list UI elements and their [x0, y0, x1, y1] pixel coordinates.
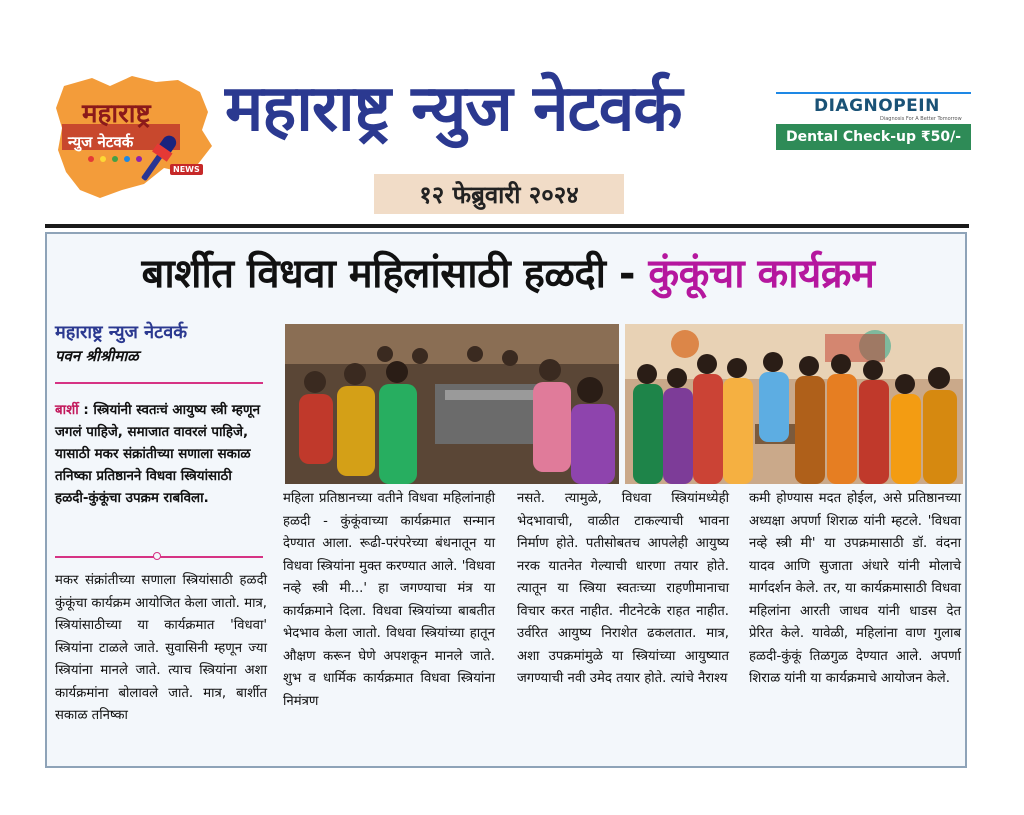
logo-dots	[88, 156, 142, 162]
headline-part2: कुंकूंचा कार्यक्रम	[648, 251, 875, 297]
ad-brand: DIAGNOPEIN	[814, 96, 940, 116]
article-column-2: महिला प्रतिष्ठानच्या वतीने विधवा महिलांनाही हळदी - कुंकूंवाच्या कार्यक्रमात सन्मान देण्यात आला. रूढी-परंपरेच्या बंधनातून या विधवा स्त्रियांना मुक्त करण्यात आले. 'विधवा नव्हे स्त्री मी...' हा जगण्याचा मंत्र या कार्यक्रमाने दिला. विधवा स्त्रियांच्या बाबतीत भेदभाव केला जातो. विधवा स्त्रियांच्या हातून औक्षण करून घेणे अपशकून मानले जाते. शुभ व धार्मिक कार्यक्रमात विधवा स्त्रियांना निमंत्रण	[283, 491, 495, 709]
byline-divider	[55, 382, 263, 384]
dateline-place: बार्शी	[55, 403, 79, 418]
article-frame	[45, 232, 967, 768]
header-divider	[45, 224, 969, 228]
article-column-4: कमी होण्यास मदत होईल, असे प्रतिष्ठानच्या अध्यक्षा अपर्णा शिराळ यांनी म्हटले. 'विधवा नव्हे स्त्री मी' या उपक्रमासाठी डॉ. वंदना यादव आणि सुजाता अंधारे यांनी मोलाचे मार्गदर्शन केले. तर, या कार्यक्रमासाठी विधवा महिलांना आरती जाधव यांनी धाडस देत प्रेरित केले. यावेळी, महिलांना वाण गुलाब हळदी-कुंकूं तिळगुळ देण्यात आले. अपर्णा शिराळ यांनी या कार्यक्रमाचे आयोजन केले.	[749, 491, 961, 686]
article-headline	[47, 244, 969, 299]
byline-author: पवन श्रीश्रीमाळ	[55, 347, 139, 365]
event-photo-2	[625, 324, 963, 484]
diagnopein-advert	[776, 92, 971, 152]
headline-part1: बार्शीत विधवा महिलांसाठी हळदी -	[141, 251, 635, 297]
byline-organization: महाराष्ट्र न्युज नेटवर्क	[55, 322, 188, 343]
divider-ornament-icon	[153, 552, 161, 560]
lede-divider	[55, 556, 263, 558]
event-photo-seated-women	[285, 324, 619, 484]
logo-title: महाराष्ट्र	[82, 99, 151, 129]
news-tag: NEWS	[170, 164, 203, 175]
article-column-3: नसते. त्यामुळे, विधवा स्त्रियांमध्येही भेदभावाची, वाळीत टाकल्याची भावना निर्माण होते. पतीसोबतच आपलेही आयुष्य नरक यातनेत गेल्याची धारणा तयार होते. त्यातून या स्त्रिया स्वतःच्या राहणीमानाचा विचार करत नाहीत. नीटनेटके राहत नाहीत. उर्वरित आयुष्य निराशेत ढकलतात. मात्र, अशा उपक्रमांमुळे या स्त्रियांच्या आयुष्यात जगण्याची नवी उमेद तयार होते. त्यांचे नैराश्य	[517, 491, 729, 686]
lede-text: : स्त्रियांनी स्वतःचं आयुष्य स्त्री म्हणून जगलं पाहिजे, समाजात वावरलं पाहिजे, यासाठी मकर संक्रांतीच्या सणाला सकाळ तनिष्का प्रतिष्ठानने विधवा स्त्रियांसाठी हळदी-कुंकूंचा उपक्रम राबविला.	[55, 403, 261, 506]
article-lede	[55, 400, 265, 510]
issue-date: १२ फेब्रुवारी २०२४	[374, 174, 624, 214]
maharashtra-news-logo	[52, 72, 217, 207]
masthead-title: महाराष्ट्र न्युज नेटवर्क	[225, 72, 682, 146]
event-photo-1	[285, 324, 619, 484]
logo-subtitle: न्युज नेटवर्क	[68, 133, 134, 151]
ad-offer: Dental Check-up ₹50/-	[776, 124, 971, 150]
event-photo-group	[625, 324, 963, 484]
ad-tagline: Diagnosis For A Better Tomorrow	[880, 116, 962, 122]
newspaper-header	[0, 0, 1024, 225]
ad-top-line	[776, 92, 971, 94]
article-column-1: मकर संक्रांतीच्या सणाला स्त्रियांसाठी हळदी कुंकूंचा कार्यक्रम आयोजित केला जातो. मात्र, स्त्रियांसाठीच्या या कार्यक्रमात 'विधवा' स्त्रियांना टाळले जाते. सुवासिनी म्हणून ज्या स्त्रियांना मानले जाते. त्याच स्त्रियांना अशा कार्यक्रमांना बोलावले जाते. मात्र, बार्शीत सकाळ तनिष्का	[55, 573, 267, 723]
